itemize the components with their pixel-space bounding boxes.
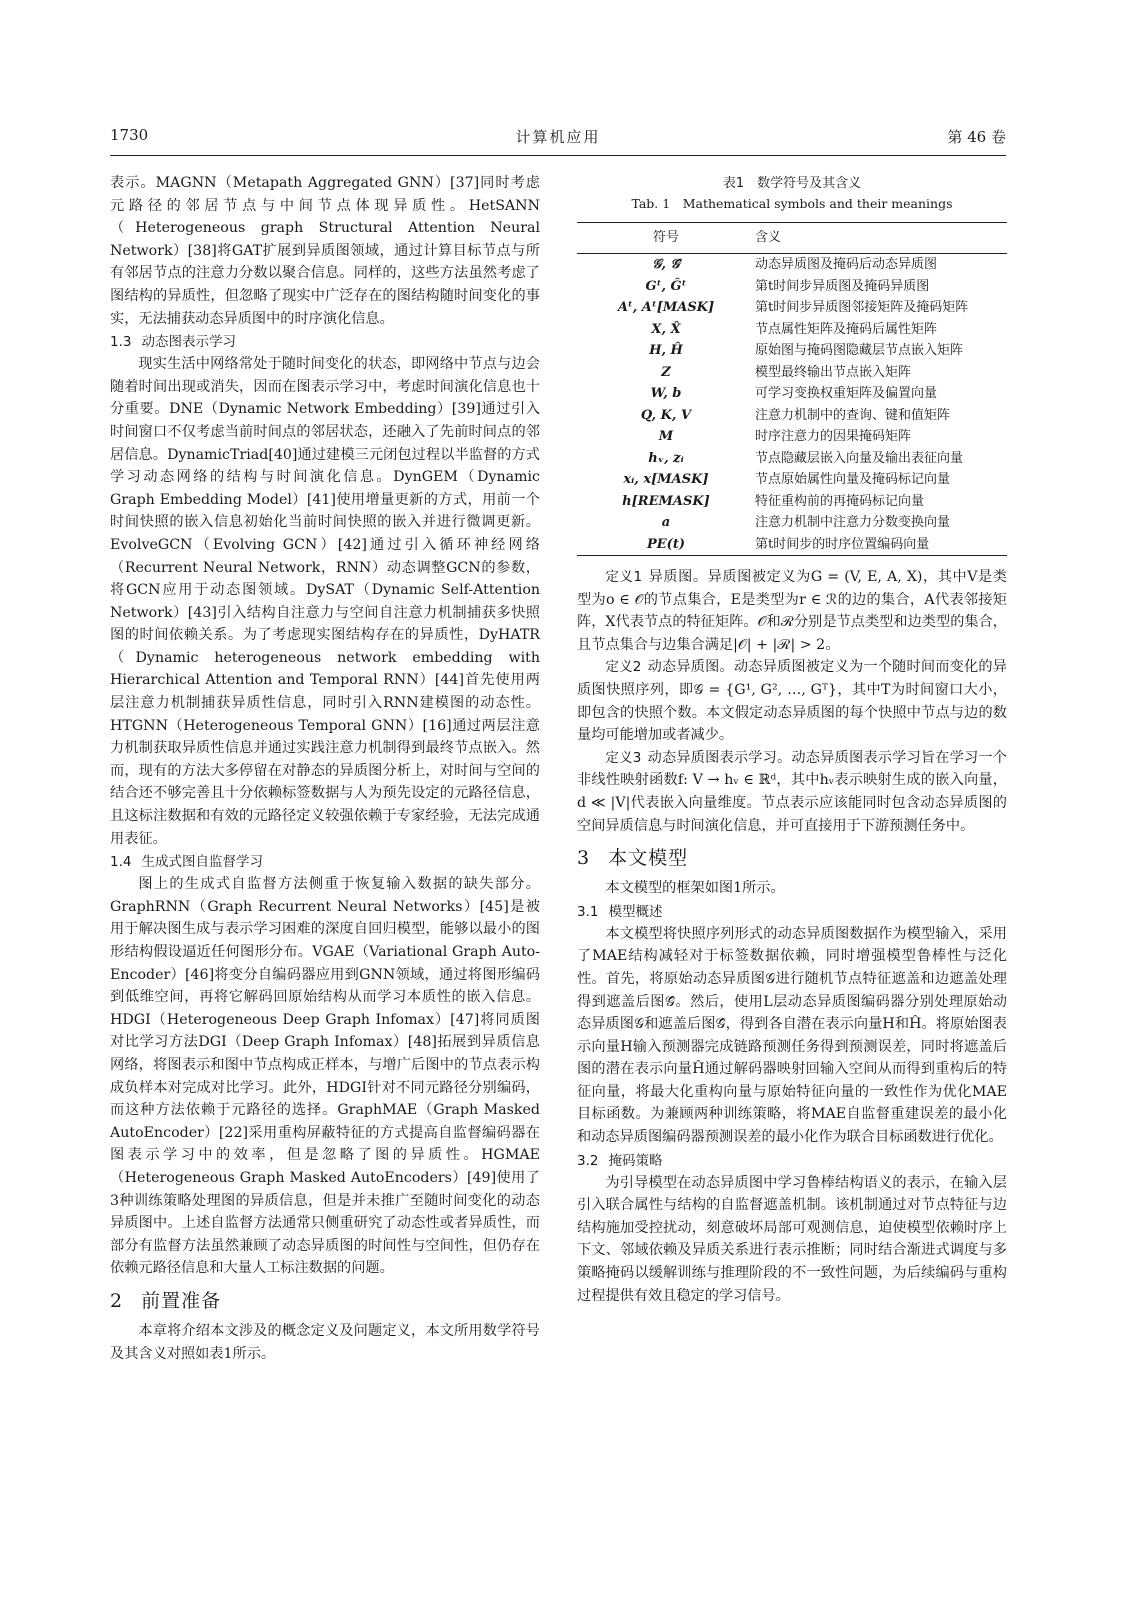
volume-label: 第 46 卷 (947, 128, 1006, 146)
table-row (577, 448, 1007, 470)
meaning-cell: 节点属性矩阵及掩码后属性矩阵 (755, 321, 938, 337)
symbol-cell: W, b (650, 386, 682, 402)
table-row (577, 405, 1007, 427)
meaning-cell: 特征重构前的再掩码标记向量 (755, 493, 925, 509)
symbol-cell: Z (661, 364, 671, 380)
symbol-cell: a (661, 515, 671, 531)
meaning-cell: 原始图与掩码图隐藏层节点嵌入矩阵 (755, 343, 964, 359)
table-row (577, 426, 1007, 448)
symbol-cell: 𝒢, 𝒢̂ (652, 257, 680, 273)
meaning-cell: 节点隐藏层嵌入向量及输出表征向量 (755, 450, 964, 466)
symbol-cell: h[REMASK] (622, 493, 710, 509)
paragraph-dynamic-graph: 现实生活中网络常处于随时间变化的状态，即网络中节点与边会随着时间出现或消失，因而在图表示学习中，考虑时间演化信息也十分重要。DNE（Dynamic Network Embedding）[39]通过引入时间窗口不仅考虑当前时间点的邻居状态，还融入了先前时间点的邻居信息。DynamicTriad[40]通过建模三元闭包过程以半监督的方式学习动态网络的结构与时间演化信息。DynGEM（Dynamic Graph Embedding Model）[41]使用增量更新的方式，用前一个时间快照的嵌入信息初始化当前时间快照的嵌入并进行微调更新。EvolveGCN（Evolving GCN）[42]通过引入循环神经网络（Recurrent Neural Network，RNN）动态调整GCN的参数，将GCN应用于动态图领域。DySAT（Dynamic Self-Attention Network）[43]引入结构自注意力与空间自注意力机制捕获多快照图的时间依赖关系。为了考虑现实图结构存在的异质性，DyHATR（Dynamic heterogeneous network embedding with Hierarchical Attention and Temporal RNN）[44]首先使用两层注意力机制捕获异质性信息，同时引入RNN建模图的动态性。HTGNN（Heterogeneous Temporal GNN）[16]通过两层注意力机制获取异质性信息并通过实践注意力机制得到最终节点嵌入。然而，现有的方法大多停留在对静态的异质图分析上，对时间与空间的结合还不够完善且十分依赖标签数据与人为预先设定的元路径信息，且这标注数据和有效的元路径定义较强依赖于专家经验，无法完成通用表征。 (110, 356, 540, 847)
meaning-cell: 第t时间步异质图及掩码异质图 (755, 278, 930, 294)
table-header-meaning: 含义 (755, 223, 1007, 254)
table-row (577, 297, 1007, 319)
header-rule (110, 155, 1006, 156)
section-heading-3: 3 本文模型 (577, 847, 689, 870)
paragraph-magnn: 表示。MAGNN（Metapath Aggregated GNN）[37]同时考虑元路径的邻居节点与中间节点体现异质性。HetSANN（Heterogeneous graph Structural Attention Neural Network）[38]将GAT扩展到异质图领域，通过计算目标节点与所有邻居节点的注意力分数以聚合信息。同样的，这些方法虽然考虑了图结构的异质性，但忽略了现实中广泛存在的图结构随时间变化的事实，无法捕获动态异质图中的时序演化信息。 (110, 175, 540, 327)
section-heading-1-4: 1.4 生成式图自监督学习 (110, 854, 263, 871)
table-row (577, 534, 1007, 556)
meaning-cell: 注意力机制中注意力分数变换向量 (755, 515, 951, 531)
meaning-cell: 模型最终输出节点嵌入矩阵 (755, 364, 912, 380)
section-heading-1-3: 1.3 动态图表示学习 (110, 334, 236, 351)
definition-1: 定义1 异质图。异质图被定义为G = (V, E, A, X)，其中V是类型为o ∈ 𝒪的节点集合，E是类型为r ∈ ℛ的边的集合，A代表邻接矩阵，X代表节点的特征矩阵。𝒪和ℛ分别是节点类型和边类型的集合，且节点集合与边集合满足|𝒪| + |ℛ| > 2。 (577, 569, 1007, 653)
symbol-cell: Gᵗ, Ĝᵗ (645, 278, 687, 294)
table-header-symbol: 符号 (577, 223, 755, 254)
symbol-cell: H, Ĥ (649, 343, 683, 359)
journal-name: 计算机应用 (515, 128, 601, 146)
symbol-cell: Q, K, V (640, 407, 692, 423)
symbol-table (577, 222, 1007, 556)
table-caption-cn: 表1 数学符号及其含义 (722, 176, 862, 191)
meaning-cell: 节点原始属性向量及掩码标记向量 (755, 472, 951, 488)
paragraph-generative-ssl: 图上的生成式自监督方法侧重于恢复输入数据的缺失部分。GraphRNN（Graph Recurrent Neural Networks）[45]是被用于解决图生成与表示学习困难的深度自回归模型，能够以最小的图形结构假设逼近任何图形分布。VGAE（Variational Graph Auto-Encoder）[46]将变分自编码器应用到GNN领域，通过将图形编码到低维空间，再将它解码回原始结构从而学习本质性的嵌入信息。HDGI（Heterogeneous Deep Graph Infomax）[47]将同质图对比学习方法DGI（Deep Graph Infomax）[48]拓展到异质信息网络，将图表示和图中节点构成正样本，与增广后图中的节点表示构成负样本对完成对比学习。此外，HDGI针对不同元路径分别编码，而这种方法依赖于元路径的选择。GraphMAE（Graph Masked AutoEncoder）[22]采用重构屏蔽特征的方式提高自监督编码器在图表示学习中的效率，但是忽略了图的异质性。HGMAE（Heterogeneous Graph Masked AutoEncoders）[49]使用了3种训练策略处理图的异质信息，但是并未推广至随时间变化的动态异质图中。上述自监督方法通常只侧重研究了动态性或者异质性，而部分有监督方法虽然兼顾了动态异质图的时间性与空间性，但仍存在依赖元路径信息和大量人工标注数据的问题。 (110, 876, 540, 1277)
paragraph-masking-strategy: 为引导模型在动态异质图中学习鲁棒结构语义的表示，在输入层引入联合属性与结构的自监督遮盖机制。该机制通过对节点特征与边结构施加受控扰动，刻意破坏局部可观测信息，迫使模型依赖时序上下文、邻域依赖及异质关系进行表示推断；同时结合渐进式调度与多策略掩码以缓解训练与推理阶段的不一致性问题，为后续编码与重构过程提供有效且稳定的学习信号。 (577, 1174, 1007, 1304)
meaning-cell: 可学习变换权重矩阵及偏置向量 (755, 386, 938, 402)
symbol-cell: Aᵗ, Aᵗ[MASK] (617, 300, 715, 316)
table-row (577, 491, 1007, 513)
table-caption-en: Tab. 1 Mathematical symbols and their meanings (631, 196, 953, 211)
section-heading-3-2: 3.2 掩码策略 (577, 1152, 663, 1169)
symbol-cell: hᵥ, zᵢ (648, 450, 684, 466)
symbol-cell: X, X̂ (651, 321, 681, 337)
table-row (577, 276, 1007, 298)
symbol-cell: PE(t) (577, 534, 755, 556)
paragraph-preliminaries: 本章将介绍本文涉及的概念定义及问题定义，本文所用数学符号及其含义对照如表1所示。 (110, 1322, 540, 1362)
table-row (577, 512, 1007, 534)
table-row (577, 340, 1007, 362)
paragraph-model-intro: 本文模型的框架如图1所示。 (605, 880, 785, 897)
right-column (577, 172, 1007, 1307)
meaning-cell: 动态异质图及掩码后动态异质图 (755, 257, 938, 273)
left-column (110, 172, 540, 1365)
table-row (577, 254, 1007, 276)
paragraph-model-overview: 本文模型将快照序列形式的动态异质图数据作为模型输入，采用了MAE结构减轻对于标签数据依赖，同时增强模型鲁棒性与泛化性。首先，将原始动态异质图𝒢进行随机节点特征遮盖和边遮盖处理得到遮盖后图𝒢̂。然后，使用L层动态异质图编码器分别处理原始动态异质图𝒢和遮盖后图𝒢̂，得到各自潜在表示向量H和Ĥ。将原始图表示向量H输入预测器完成链路预测任务得到预测误差，同时将遮盖后图的潜在表示向量Ĥ通过解码器映射回输入空间从而得到重构后的特征向量，将最大化重构向量与原始特征向量的一致性作为优化MAE目标函数。为兼顾两种训练策略，将MAE自监督重建误差的最小化和动态异质图编码器预测误差的最小化作为联合目标函数进行优化。 (577, 925, 1007, 1146)
table-row (577, 319, 1007, 341)
meaning-cell: 时序注意力的因果掩码矩阵 (755, 429, 912, 445)
meaning-cell: 第t时间步异质图邻接矩阵及掩码矩阵 (755, 300, 969, 316)
symbol-table-body (577, 254, 1007, 556)
table-row (577, 469, 1007, 491)
symbol-cell: M (658, 429, 674, 445)
meaning-cell: 第t时间步的时序位置编码向量 (755, 534, 1007, 556)
definition-2: 定义2 动态异质图。动态异质图被定义为一个随时间而变化的异质图快照序列，即𝒢 = {G¹, G², …, Gᵀ}，其中T为时间窗口大小，即包含的快照个数。本文假定动态异质图的每个快照中节点与边的数量均可能增加或者减少。 (577, 659, 1007, 744)
section-heading-2: 2 前置准备 (110, 1289, 222, 1312)
symbol-cell: xᵢ, x[MASK] (623, 472, 709, 488)
section-heading-3-1: 3.1 模型概述 (577, 903, 663, 920)
page-number: 1730 (110, 126, 149, 144)
meaning-cell: 注意力机制中的查询、键和值矩阵 (755, 407, 951, 423)
table-row (577, 362, 1007, 384)
page-header (110, 126, 1006, 152)
table-row (577, 383, 1007, 405)
definition-3: 定义3 动态异质图表示学习。动态异质图表示学习旨在学习一个非线性映射函数f: V → hᵥ ∈ ℝᵈ，其中hᵥ表示映射生成的嵌入向量，d ≪ |V|代表嵌入向量维度。节点表示应该能同时包含动态异质图的空间异质信息与时间演化信息，并可直接用于下游预测任务中。 (577, 749, 1007, 834)
